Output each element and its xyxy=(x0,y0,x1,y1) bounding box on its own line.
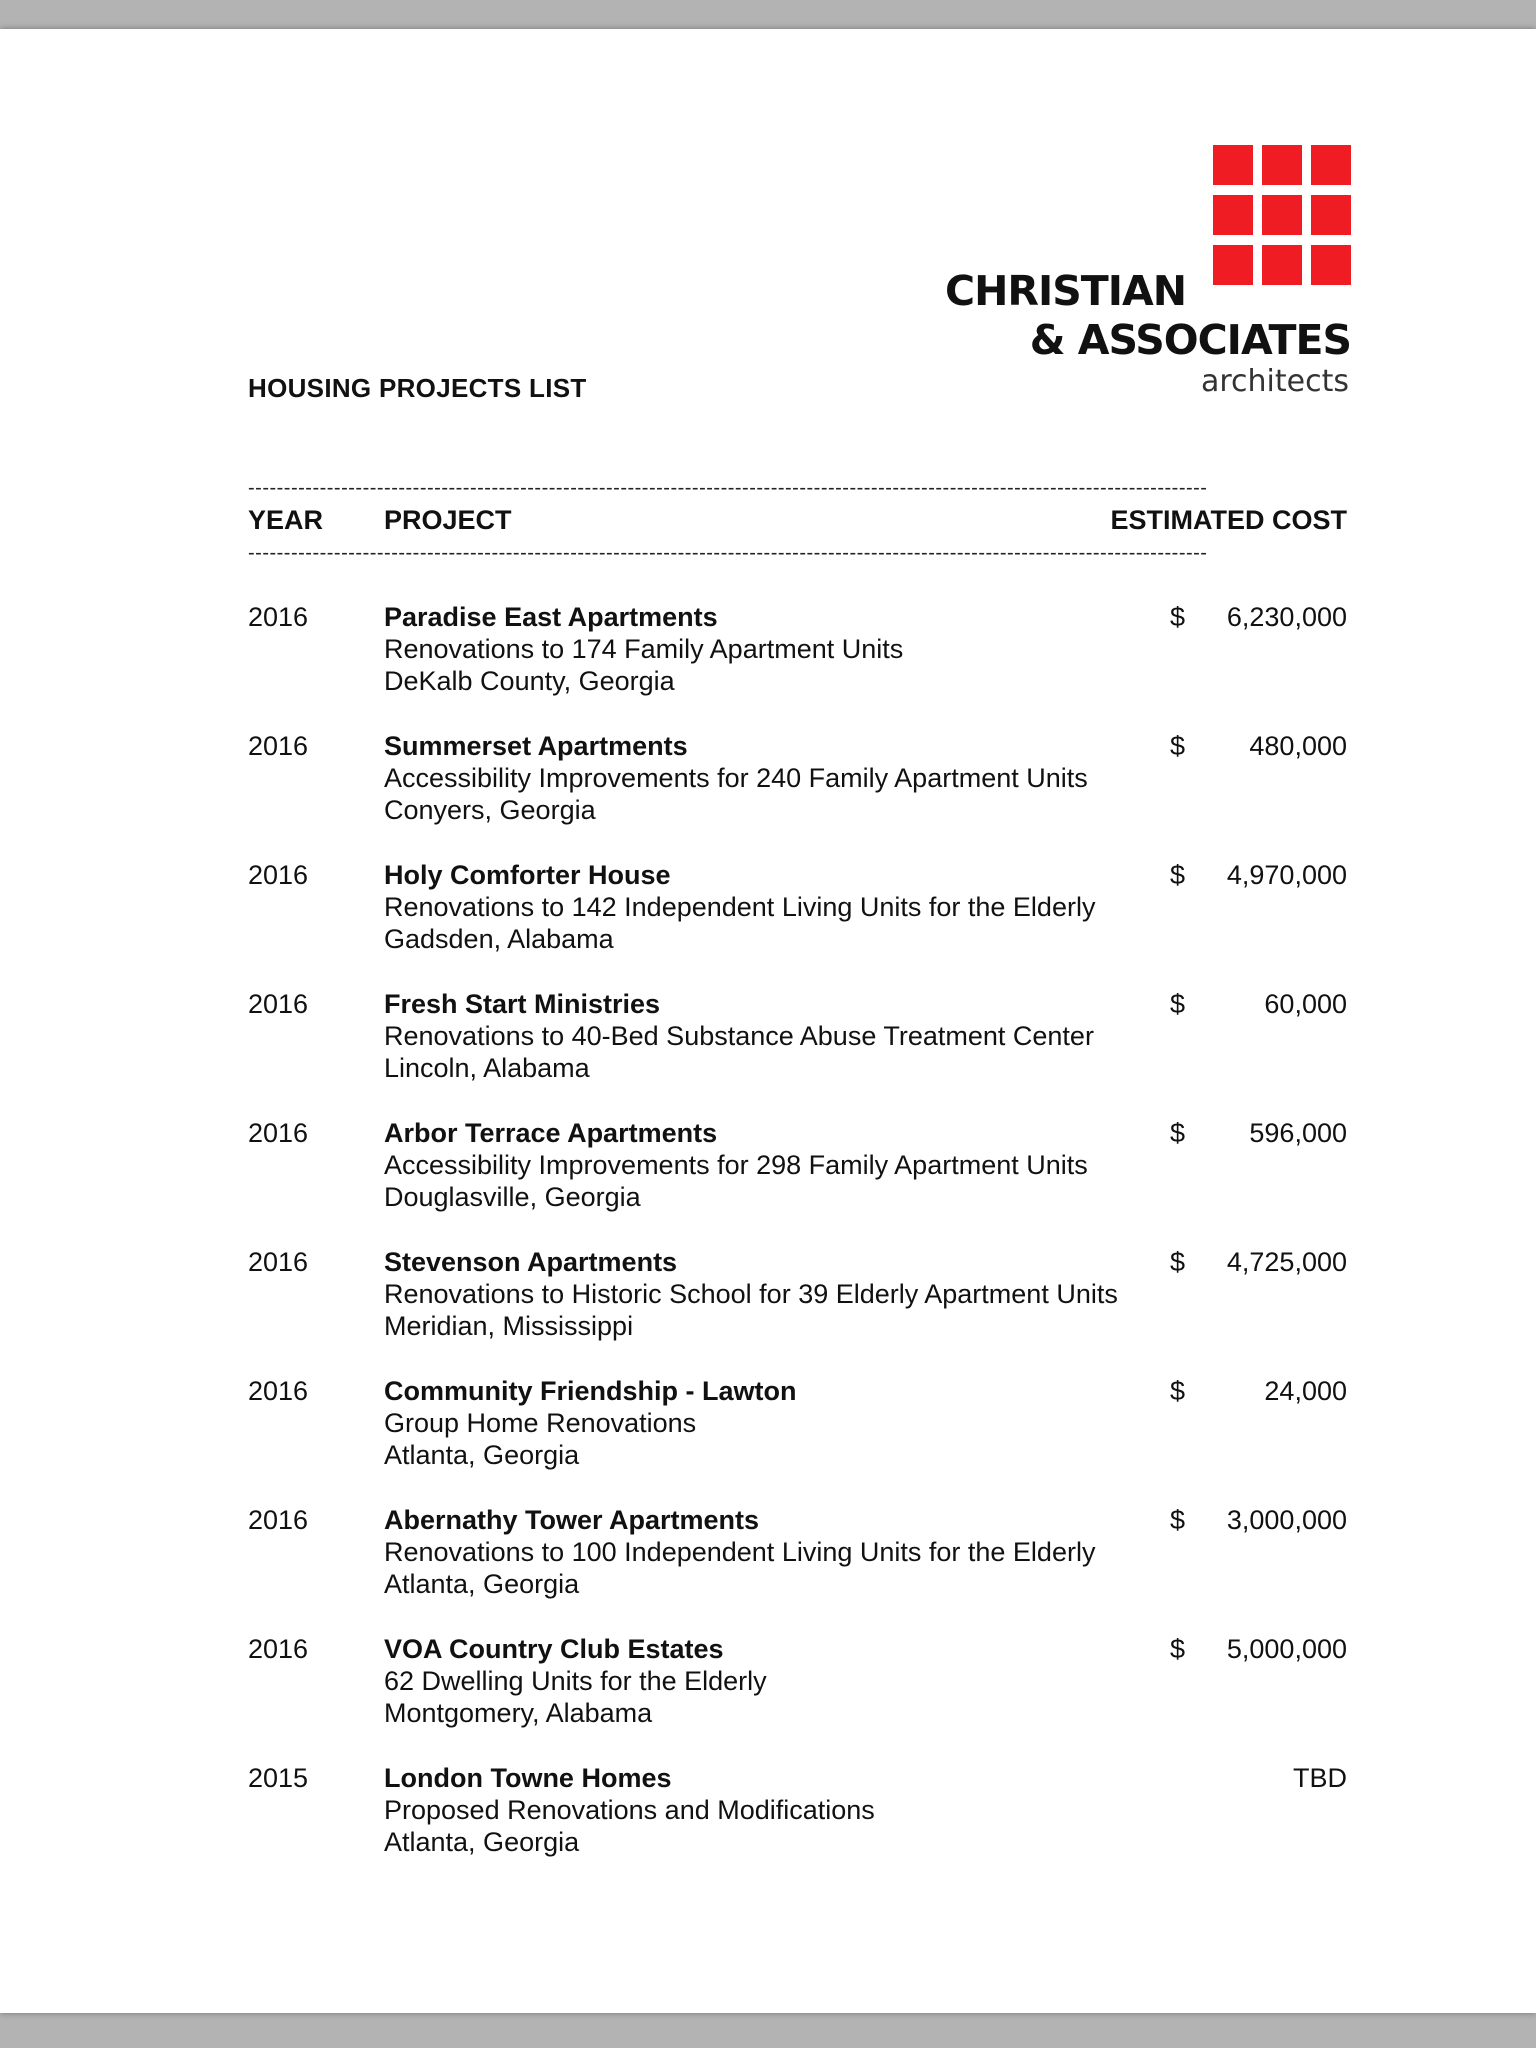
project-location: Lincoln, Alabama xyxy=(384,1053,590,1083)
logo-square xyxy=(1311,145,1351,185)
project-location: Montgomery, Alabama xyxy=(384,1698,653,1728)
logo-square xyxy=(1311,195,1351,235)
project-row xyxy=(0,859,1536,988)
project-description: Proposed Renovations and Modifications xyxy=(384,1795,875,1825)
currency-symbol: $ xyxy=(1170,1376,1186,1406)
column-header-project: PROJECT xyxy=(384,505,512,535)
logo-square xyxy=(1213,245,1253,285)
project-cost: 4,970,000 xyxy=(1226,860,1347,890)
project-cost: 3,000,000 xyxy=(1226,1505,1347,1535)
currency-symbol: $ xyxy=(1170,860,1186,890)
currency-symbol: $ xyxy=(1170,1247,1186,1277)
project-year: 2015 xyxy=(248,1763,309,1793)
project-row xyxy=(0,1633,1536,1762)
project-location: Atlanta, Georgia xyxy=(384,1569,580,1599)
logo-text-architects: architects xyxy=(1200,364,1349,399)
column-header-year: YEAR xyxy=(248,505,324,535)
logo-square xyxy=(1262,245,1302,285)
project-name: Community Friendship - Lawton xyxy=(384,1376,797,1406)
logo-square-grid xyxy=(1213,145,1351,285)
project-row xyxy=(0,1504,1536,1633)
project-row xyxy=(0,1246,1536,1375)
logo-square xyxy=(1262,195,1302,235)
logo-square xyxy=(1213,145,1253,185)
currency-symbol: $ xyxy=(1170,1118,1186,1148)
project-year: 2016 xyxy=(248,1118,309,1148)
project-row xyxy=(0,1762,1536,1891)
logo-text-christian: CHRISTIAN xyxy=(945,267,1187,315)
project-cost: 24,000 xyxy=(1264,1376,1347,1406)
project-description: Renovations to 142 Independent Living Units for the Elderly xyxy=(384,892,1096,922)
project-description: Renovations to 174 Family Apartment Units xyxy=(384,634,904,664)
project-name: Abernathy Tower Apartments xyxy=(384,1505,760,1535)
project-cost: 596,000 xyxy=(1249,1118,1347,1148)
project-year: 2016 xyxy=(248,860,309,890)
project-location: Meridian, Mississippi xyxy=(384,1311,634,1341)
header-bottom-separator: -------------------------------------------------------------------------------------------------------------------------------------- xyxy=(248,543,1208,563)
project-name: Fresh Start Ministries xyxy=(384,989,661,1019)
project-year: 2016 xyxy=(248,1505,309,1535)
project-year: 2016 xyxy=(248,731,309,761)
project-year: 2016 xyxy=(248,1634,309,1664)
project-row xyxy=(0,988,1536,1117)
project-description: Accessibility Improvements for 240 Family Apartment Units xyxy=(384,763,1088,793)
project-name: VOA Country Club Estates xyxy=(384,1634,724,1664)
project-name: Arbor Terrace Apartments xyxy=(384,1118,718,1148)
logo-text-associates: & ASSOCIATES xyxy=(1029,316,1351,364)
project-name: Holy Comforter House xyxy=(384,860,671,890)
project-name: London Towne Homes xyxy=(384,1763,672,1793)
project-location: Conyers, Georgia xyxy=(384,795,596,825)
project-location: Atlanta, Georgia xyxy=(384,1827,580,1857)
project-location: Douglasville, Georgia xyxy=(384,1182,641,1212)
project-year: 2016 xyxy=(248,1376,309,1406)
currency-symbol: $ xyxy=(1170,1505,1186,1535)
project-location: Gadsden, Alabama xyxy=(384,924,614,954)
project-name: Paradise East Apartments xyxy=(384,602,718,632)
project-cost: 60,000 xyxy=(1264,989,1347,1019)
logo-square xyxy=(1311,245,1351,285)
currency-symbol: $ xyxy=(1170,989,1186,1019)
logo-square xyxy=(1213,195,1253,235)
project-cost: 6,230,000 xyxy=(1226,602,1347,632)
currency-symbol: $ xyxy=(1170,602,1186,632)
project-name: Stevenson Apartments xyxy=(384,1247,678,1277)
project-location: DeKalb County, Georgia xyxy=(384,666,675,696)
project-name: Summerset Apartments xyxy=(384,731,688,761)
project-description: Renovations to 40-Bed Substance Abuse Treatment Center xyxy=(384,1021,1094,1051)
project-row xyxy=(0,1117,1536,1246)
project-description: Accessibility Improvements for 298 Family Apartment Units xyxy=(384,1150,1088,1180)
document-page xyxy=(0,29,1536,2013)
project-description: 62 Dwelling Units for the Elderly xyxy=(384,1666,767,1696)
project-row xyxy=(0,1375,1536,1504)
project-year: 2016 xyxy=(248,1247,309,1277)
project-description: Renovations to Historic School for 39 Elderly Apartment Units xyxy=(384,1279,1118,1309)
project-cost: 480,000 xyxy=(1249,731,1347,761)
project-description: Renovations to 100 Independent Living Units for the Elderly xyxy=(384,1537,1096,1567)
project-cost: TBD xyxy=(1293,1763,1347,1793)
currency-symbol: $ xyxy=(1170,1634,1186,1664)
project-row xyxy=(0,601,1536,730)
header-top-separator: -------------------------------------------------------------------------------------------------------------------------------------- xyxy=(248,478,1208,498)
project-year: 2016 xyxy=(248,602,309,632)
project-cost: 5,000,000 xyxy=(1226,1634,1347,1664)
project-row xyxy=(0,730,1536,859)
column-header-estimated-cost: ESTIMATED COST xyxy=(1110,505,1347,535)
project-location: Atlanta, Georgia xyxy=(384,1440,580,1470)
logo-square xyxy=(1262,145,1302,185)
project-year: 2016 xyxy=(248,989,309,1019)
company-logo xyxy=(945,145,1355,405)
project-description: Group Home Renovations xyxy=(384,1408,697,1438)
currency-symbol: $ xyxy=(1170,731,1186,761)
document-title: HOUSING PROJECTS LIST xyxy=(248,373,587,403)
project-cost: 4,725,000 xyxy=(1226,1247,1347,1277)
